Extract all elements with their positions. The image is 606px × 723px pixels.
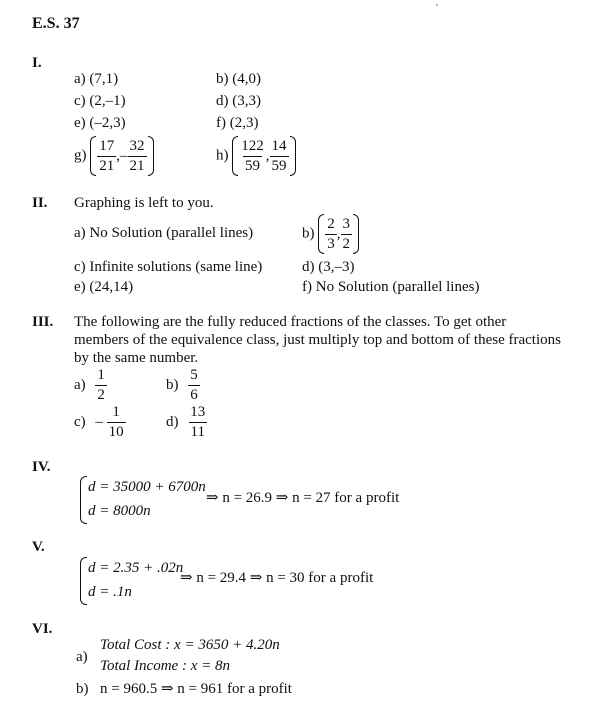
answer-label: b) xyxy=(302,225,315,242)
denominator: 59 xyxy=(245,157,260,174)
numerator: 14 xyxy=(271,137,287,154)
answer-label: d) xyxy=(166,414,179,430)
answer-value: (4,0) xyxy=(232,71,261,87)
answer-2d xyxy=(302,260,355,275)
answer-1b xyxy=(216,72,261,87)
answer-label: a) xyxy=(74,71,86,87)
fraction xyxy=(95,368,107,403)
denominator: 21 xyxy=(99,157,115,174)
equation: d = 35000 + 6700n xyxy=(88,479,206,495)
equation: Total Cost : x = 3650 + 4.20n xyxy=(100,637,280,653)
answer-value: (2,–1) xyxy=(89,93,126,109)
answer-1d xyxy=(216,94,261,109)
answer-3c xyxy=(74,405,126,440)
denominator: 21 xyxy=(129,157,145,174)
answer-label: c) xyxy=(74,93,86,109)
answer-2f xyxy=(302,280,479,295)
denominator: 59 xyxy=(271,157,287,174)
separator: ,– xyxy=(116,147,128,164)
answer-value: (3,3) xyxy=(232,93,261,109)
paragraph-line: The following are the fully reduced fractions of the classes. To get other xyxy=(74,314,507,330)
denominator: 2 xyxy=(97,387,105,403)
separator: , xyxy=(336,225,341,242)
system-brace xyxy=(80,557,87,605)
answer-label: c) xyxy=(74,414,86,430)
scan-speck xyxy=(436,4,438,6)
answer-label: b) xyxy=(216,71,229,87)
answer-value: (24,14) xyxy=(89,279,134,295)
answer-3a xyxy=(74,368,107,403)
equation: d = 2.35 + .02n xyxy=(88,560,184,576)
paragraph-line: by the same number. xyxy=(74,350,199,366)
answer-label: f) xyxy=(302,279,312,295)
answer-value: No Solution (parallel lines) xyxy=(315,279,480,295)
answer-label: f) xyxy=(216,115,226,131)
answer-label: d) xyxy=(216,93,229,109)
answer-value: (3,–3) xyxy=(318,259,355,275)
denominator: 6 xyxy=(190,387,198,403)
answer-2a xyxy=(74,226,253,241)
numerator: 3 xyxy=(342,215,350,232)
answer-label: h) xyxy=(216,147,229,164)
answer-3b xyxy=(166,368,200,403)
answer-1g xyxy=(74,136,154,176)
fraction xyxy=(107,405,126,440)
answer-label: e) xyxy=(74,115,86,131)
answer-value: Infinite solutions (same line) xyxy=(89,259,263,275)
answer-value: No Solution (parallel lines) xyxy=(89,225,254,241)
fraction xyxy=(188,405,207,440)
fraction-pair xyxy=(318,214,359,254)
equation: d = .1n xyxy=(88,584,132,600)
numerator: 17 xyxy=(99,137,115,154)
answer-value: (7,1) xyxy=(89,71,119,87)
equation-result: ⇒ n = 26.9 ⇒ n = 27 for a profit xyxy=(206,490,400,506)
answer-2b xyxy=(302,214,359,254)
denominator: 3 xyxy=(327,235,335,252)
section-numeral: VI. xyxy=(32,621,53,637)
numerator: 1 xyxy=(112,404,120,420)
section-numeral: II. xyxy=(32,195,48,211)
numerator: 32 xyxy=(129,137,145,154)
answer-1f xyxy=(216,116,259,131)
denominator: 2 xyxy=(342,235,350,252)
answer-1c xyxy=(74,94,126,109)
fraction-pair xyxy=(90,136,153,176)
numerator: 1 xyxy=(97,367,105,383)
answer-1h xyxy=(216,136,296,176)
numerator: 122 xyxy=(241,137,264,154)
answer-label: a) xyxy=(74,225,86,241)
answer-label: c) xyxy=(74,259,86,275)
answer-label: g) xyxy=(74,147,87,164)
answer-label: b) xyxy=(76,681,89,697)
answer-value: (2,3) xyxy=(229,115,259,131)
denominator: 10 xyxy=(108,424,124,440)
answer-label: b) xyxy=(166,377,179,393)
answer-3d xyxy=(166,405,207,440)
section-numeral: V. xyxy=(32,539,45,555)
answer-1a xyxy=(74,72,118,87)
page-title: E.S. 37 xyxy=(32,15,80,32)
answer-1e xyxy=(74,116,126,131)
system-brace xyxy=(80,476,87,524)
numerator: 13 xyxy=(190,404,206,420)
answer-2c xyxy=(74,260,262,275)
numerator: 2 xyxy=(327,215,335,232)
equation: d = 8000n xyxy=(88,503,151,519)
fraction xyxy=(188,368,200,403)
separator: , xyxy=(265,147,270,164)
answer-value: (–2,3) xyxy=(89,115,126,131)
section-intro: Graphing is left to you. xyxy=(74,195,214,211)
denominator: 11 xyxy=(190,424,205,440)
equation: n = 960.5 ⇒ n = 961 for a profit xyxy=(100,681,292,697)
answer-label: d) xyxy=(302,259,315,275)
numerator: 5 xyxy=(190,367,198,383)
fraction-pair xyxy=(232,136,295,176)
answer-label: a) xyxy=(74,377,86,393)
answer-label: a) xyxy=(76,649,88,665)
answer-label: e) xyxy=(74,279,86,295)
equation-result: ⇒ n = 29.4 ⇒ n = 30 for a profit xyxy=(180,570,374,586)
section-numeral: IV. xyxy=(32,459,51,475)
answer-2e xyxy=(74,280,133,295)
paragraph-line: members of the equivalence class, just multiply top and bottom of these fractions xyxy=(74,332,561,348)
sign: – xyxy=(95,414,103,430)
equation: Total Income : x = 8n xyxy=(100,658,230,674)
section-numeral: III. xyxy=(32,314,54,330)
section-numeral: I. xyxy=(32,55,42,71)
